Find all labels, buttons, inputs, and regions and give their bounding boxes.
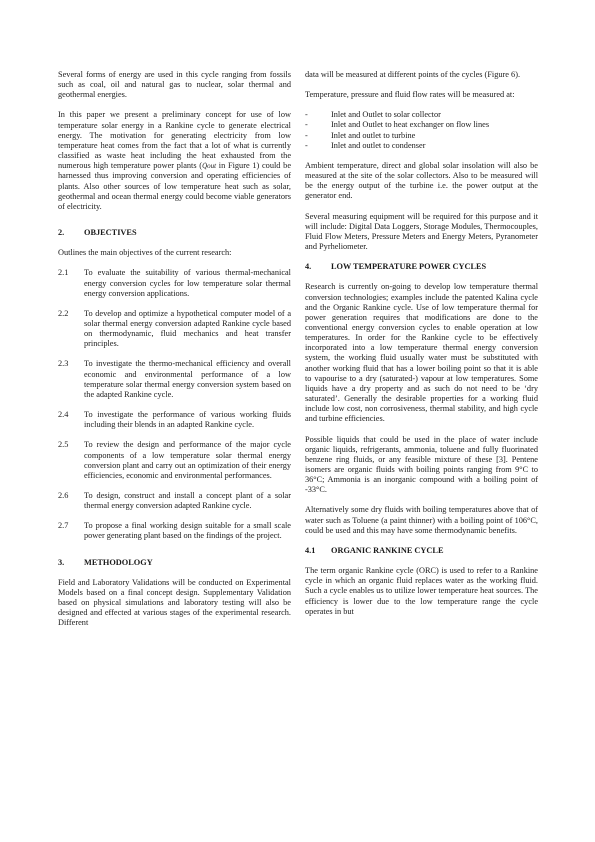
objective-item (58, 410, 291, 430)
objective-number: 2.6 (58, 491, 69, 500)
objective-item (58, 440, 291, 481)
list-item (305, 131, 538, 141)
data-paragraph: data will be measured at different points of the cycles (Figure 6). (305, 70, 521, 79)
section-number: 4.1 (305, 545, 316, 555)
section-title: LOW TEMPERATURE POWER CYCLES (331, 262, 487, 272)
measured-intro: Temperature, pressure and fluid flow rates will be measured at: (305, 90, 515, 100)
objective-text: To investigate the performance of various working fluids including their blends in an adapted Rankine cycle. (84, 410, 291, 430)
liquids-paragraph: Possible liquids that could be used in the place of water include organic liquids, refrigerants, ammonia, toluene and fully fluorinated benzene ring fluids, or any feasible mixture of these [3]. Pentene isomers are organic fluids with boiling points ranging from 9°C to 36°C; Ammonia is an inorganic compound with a boiling point of -33°C. (305, 434, 538, 495)
objective-item (58, 521, 291, 541)
measurement-points-list (305, 110, 538, 151)
bullet-mark: - (305, 110, 308, 120)
section-title: METHODOLOGY (84, 557, 153, 567)
objective-text: To develop and optimize a hypothetical computer model of a solar thermal energy conversion adapted Rankine cycle based on thermodynamic, fluid mechanics and heat transfer principles. (84, 308, 291, 349)
objective-number: 2.3 (58, 359, 69, 369)
bullet-mark: - (305, 140, 308, 150)
objective-item (58, 268, 291, 298)
objective-number: 2.2 (58, 308, 69, 318)
objective-text: To propose a final working design suitable for a small scale power generating plant based on the findings of the project. (84, 521, 291, 541)
left-column (58, 70, 291, 629)
concept-text-b: in Figure 1) could be harnessed thus improving conversion and operating efficiencies of plants. Also other sources of low temperature heat such as solar, geothermal and ocean thermal energy could become viable generators of electricity. (58, 161, 291, 211)
bullet-mark: - (305, 120, 308, 130)
section-title: OBJECTIVES (84, 228, 137, 238)
objective-item (58, 309, 291, 350)
list-item-text: Inlet and outlet to turbine (331, 130, 416, 140)
right-column (305, 70, 538, 617)
methodology-paragraph: Field and Laboratory Validations will be conducted on Experimental Models based on a final concept design. Supplementary Validation based on physical simulations and laboratory testing will also be designed and effected at various stages of the experimental research. Different (58, 577, 291, 628)
objective-number: 2.5 (58, 440, 69, 450)
objective-number: 2.1 (58, 268, 69, 278)
section-heading-low-temp-cycles (305, 262, 538, 272)
intro-paragraph: Several forms of energy are used in this cycle ranging from fossils such as coal, oil and natural gas to nuclear, solar thermal and geothermal energies. (58, 70, 291, 100)
list-item-text: Inlet and Outlet to solar collector (331, 110, 441, 120)
section-heading-orc (305, 546, 538, 556)
objective-item (58, 491, 291, 511)
objective-text: To design, construct and install a concept plant of a solar thermal energy conversion adapted Rankine cycle. (84, 491, 291, 511)
objective-text: To evaluate the suitability of various thermal-mechanical energy conversion cycles for low temperature solar thermal energy conversion applications. (84, 268, 291, 298)
section-number: 4. (305, 262, 312, 272)
objectives-intro: Outlines the main objectives of the current research: (58, 248, 232, 258)
section-number: 2. (58, 228, 65, 238)
list-item-text: Inlet and Outlet to heat exchanger on flow lines (331, 120, 490, 130)
bullet-mark: - (305, 130, 308, 140)
list-item (305, 110, 538, 120)
objectives-list (58, 268, 291, 551)
objective-number: 2.4 (58, 410, 69, 420)
equipment-paragraph: Several measuring equipment will be required for this purpose and it will include: Digital Data Loggers, Storage Modules, Thermocouples, Fluid Flow Meters, Pressure Meters and Energy Meters, Pyranometer and Pyrheliometer. (305, 211, 538, 252)
dry-fluids-paragraph: Alternatively some dry fluids with boiling temperatures above that of water such as Toluene (a paint thinner) with a boiling point of 106°C, could be used and this may have some thermodynamic benefits. (305, 505, 538, 535)
list-item (305, 120, 538, 130)
section-heading-methodology (58, 558, 291, 568)
objective-text: To investigate the thermo-mechanical efficiency and overall economic and environmental performance of a low temperature solar thermal energy conversion system based on the adapted Rankine cycle. (84, 359, 291, 399)
section-number: 3. (58, 557, 65, 567)
concept-paragraph (58, 110, 291, 212)
list-item-text: Inlet and outlet to condenser (331, 140, 426, 150)
objective-number: 2.7 (58, 521, 69, 531)
ambient-paragraph: Ambient temperature, direct and global solar insolation will also be measured at the site of the solar collectors. Also to be measured will be the energy output of the turbine i.e. the power output at the generator end. (305, 160, 538, 201)
list-item (305, 141, 538, 151)
objective-item (58, 359, 291, 400)
section-heading-objectives (58, 228, 291, 238)
orc-paragraph: The term organic Rankine cycle (ORC) is used to refer to a Rankine cycle in which an organic fluid replaces water as the working fluid. Such a cycle enables us to utilize lower temperature heat sources. The efficiency is lower due to the low temperature range the cycle operates in but (305, 566, 538, 616)
concept-text-a: In this paper we present a preliminary concept for use of low temperature solar energy in a Rankine cycle to generate electrical energy. The motivation for generating electricity from low temperature heat comes from the fact that a lot of what is currently classified as waste heat including the heat exhausted from the numerous high temperature power plants ( (58, 110, 291, 171)
section-title: ORGANIC RANKINE CYCLE (331, 545, 444, 555)
q-out-symbol: Q̇out (202, 162, 217, 171)
research-paragraph: Research is currently on-going to develop low temperature thermal conversion technologies; examples include the patented Kalina cycle and the Organic Rankine cycle. Use of low temperature thermal for power generation requires that modifications are done to the conventional energy conversion cycles to enable operation at low temperatures. In order for the Rankine cycle to be effectively incorporated into a low temperature thermal energy conversion system, the working fluid usually water must be substituted with another working fluid that has a lower boiling point so that it is able to vapourise to a dry (saturated-) vapour at low temperatures. Some liquids have a dry property and as such do not need to be ‘dry saturated’. Generally the desirable properties for a working fluid include low cost, non corrosiveness, thermal stability, and high cycle and turbine efficiencies. (305, 282, 538, 424)
objective-text: To review the design and performance of the major cycle components of a low temperature solar thermal energy conversion plant and carry out an optimization of their energy efficiencies, economic and environmental performances. (84, 440, 291, 480)
